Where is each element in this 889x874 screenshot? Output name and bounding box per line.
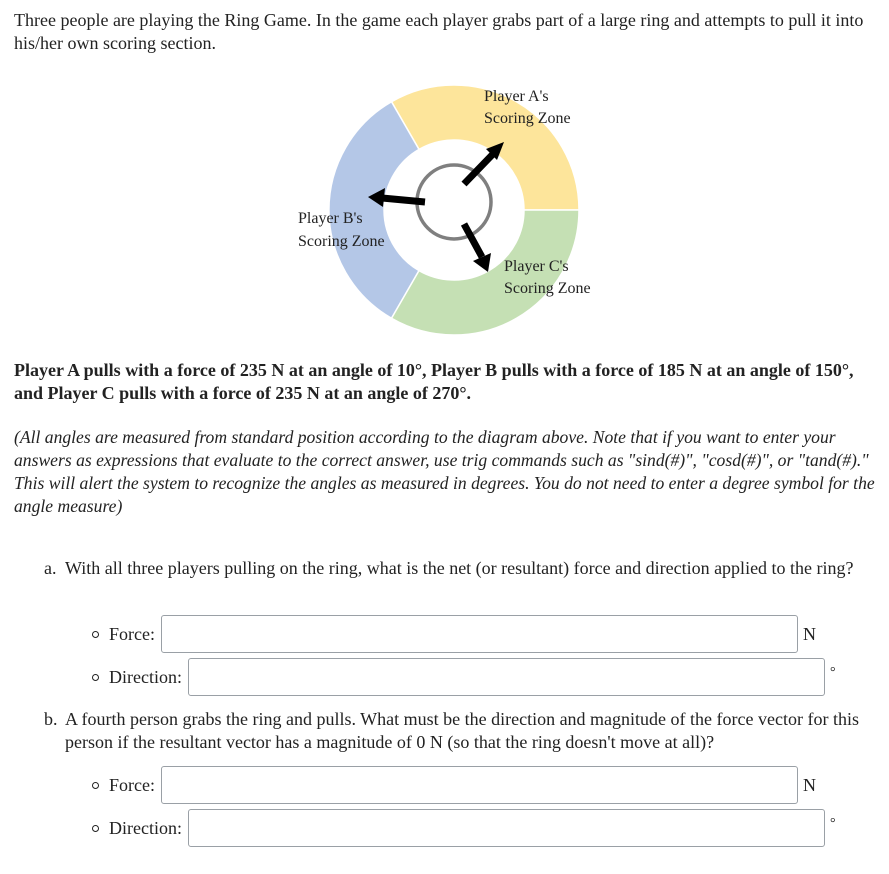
ring-circle (417, 165, 491, 239)
zone-a-label-line2: Scoring Zone (484, 110, 571, 127)
zone-a-label-line1: Player A's (484, 88, 549, 105)
ring-game-diagram (290, 76, 620, 338)
part-a-marker: a. (44, 558, 57, 578)
part-a-direction-label: Direction: (109, 666, 182, 687)
zone-c-label-line1: Player C's (504, 258, 569, 275)
part-a-direction-input[interactable] (188, 658, 825, 696)
part-b-direction-label: Direction: (109, 817, 182, 838)
part-a-direction-unit: ° (829, 665, 836, 680)
zone-b-label-line2: Scoring Zone (298, 233, 385, 250)
part-b-direction-input[interactable] (188, 809, 825, 847)
part-a-force-row (90, 614, 816, 654)
part-b-force-label: Force: (109, 774, 155, 795)
part-a-question-text: With all three players pulling on the ring, what is the net (or resultant) force and direction applied to the ring? (65, 558, 854, 578)
problem-intro: Three people are playing the Ring Game. In the game each player grabs part of a large ring and attempts to pull it into his/her own scoring section. (14, 10, 864, 53)
part-b-question (44, 708, 889, 754)
part-b-force-unit: N (802, 774, 816, 795)
part-b-force-row (90, 765, 816, 805)
part-a-question (44, 557, 889, 580)
part-b-question-text: A fourth person grabs the ring and pulls. What must be the direction and magnitude of the force vector for this person if the resultant vector has a magnitude of 0 N (so that the ring doesn't move at all)? (65, 709, 859, 752)
part-a-force-label: Force: (109, 623, 155, 644)
zone-b-label-line1: Player B's (298, 210, 363, 227)
bullet-icon (92, 674, 99, 681)
part-b-marker: b. (44, 709, 58, 729)
part-a-force-input[interactable] (161, 615, 798, 653)
part-a-force-unit: N (802, 623, 816, 644)
part-b-force-input[interactable] (161, 766, 798, 804)
instructions-note: (All angles are measured from standard position according to the diagram above. Note that if you want to enter your answers as expressions that evaluate to the correct answer, use trig commands such as "sind(#)", "cosd(#)", or "tand(#)." This will alert the system to recognize the angles as measured in degrees. You do not need to enter a degree symbol for the angle measure) (14, 427, 875, 516)
bullet-icon (92, 631, 99, 638)
part-a-direction-row (90, 657, 836, 697)
zone-c-label-line2: Scoring Zone (504, 280, 591, 297)
problem-givens: Player A pulls with a force of 235 N at an angle of 10°, Player B pulls with a force of 185 N at an angle of 150°, and Player C pulls with a force of 235 N at an angle of 270°. (14, 360, 854, 403)
bullet-icon (92, 825, 99, 832)
ring-diagram-svg (290, 76, 620, 338)
part-b-direction-unit: ° (829, 816, 836, 831)
bullet-icon (92, 782, 99, 789)
part-b-direction-row (90, 808, 836, 848)
